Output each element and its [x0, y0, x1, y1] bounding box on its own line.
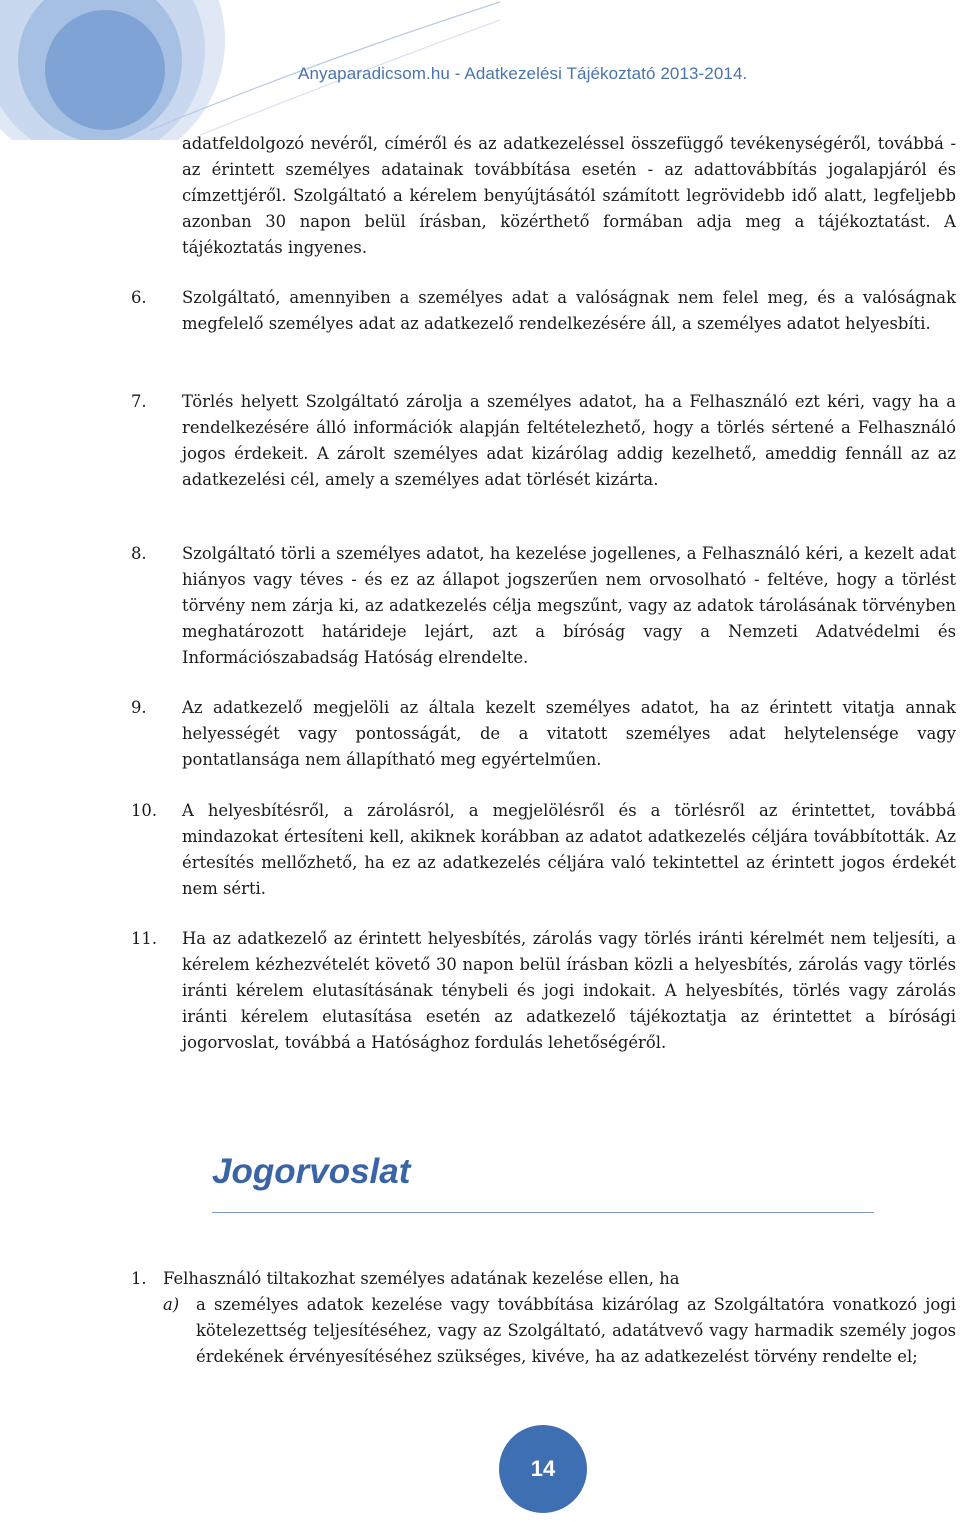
section-heading: Jogorvoslat [212, 1152, 411, 1191]
section-item-number: 1. [131, 1269, 147, 1288]
section-item-text: Felhasználó tiltakozhat személyes adatának kezelése ellen, ha [163, 1269, 680, 1288]
sub-item-text: a személyes adatok kezelése vagy továbbítása kizárólag az Szolgáltatóra vonatkozó jogi kötelezettség teljesítéséhez, vagy az Szolgáltató, adatátvevő vagy harmadik személy jogos érdekének érvényesítéséhez szükséges, kivéve, ha az adatkezelést törvény rendelte el; [196, 1295, 956, 1366]
page-number-badge [499, 1425, 587, 1513]
list-item-text: Törlés helyett Szolgáltató zárolja a személyes adatot, ha a Felhasználó ezt kéri, vagy ha a rendelkezésére álló információk alapján feltételezhető, hogy a törlés sértené a Felhasználó jogos érdekeit. A zárolt személyes adat kizárólag addig kezelhető, ameddig fennáll az az adatkezelési cél, amely a személyes adat törlését kizárta. [182, 392, 956, 489]
list-item-number: 7. [131, 392, 147, 411]
heading-underline [212, 1212, 874, 1213]
document-header: Anyaparadicsom.hu - Adatkezelési Tájékoztató 2013-2014. [298, 64, 748, 83]
sub-item-marker: a) [163, 1295, 180, 1314]
intro-paragraph: adatfeldolgozó nevéről, címéről és az adatkezeléssel összefüggő tevékenységéről, továbbá - az érintett személyes adatainak továbbítása esetén - az adattovábbítás jogalapjáról és címzettjéről. Szolgáltató a kérelem benyújtásától számított legrövidebb idő alatt, legfeljebb azonban 30 napon belül írásban, közérthető formában adja meg a tájékoztatást. A tájékoztatás ingyenes. [182, 134, 956, 257]
list-item-text: Szolgáltató törli a személyes adatot, ha kezelése jogellenes, a Felhasználó kéri, a kezelt adat hiányos vagy téves - és ez az állapot jogszerűen nem orvosolható - feltéve, hogy a törlést törvény nem zárja ki, az adatkezelés célja megszűnt, vagy az adatok tárolásának törvényben meghatározott határideje lejárt, azt a bíróság vagy a Nemzeti Adatvédelmi és Információszabadság Hatóság elrendelte. [182, 544, 956, 667]
list-item-number: 8. [131, 544, 147, 563]
list-item-number: 11. [131, 929, 158, 948]
list-item-text: A helyesbítésről, a zárolásról, a megjelölésről és a törlésről az érintettet, továbbá mindazokat értesíteni kell, akiknek korábban az adatot adatkezelés céljára továbbították. Az értesítés mellőzhető, ha ez az adatkezelés céljára való tekintettel az érintett jogos érdekét nem sérti. [182, 801, 956, 898]
list-item-text: Szolgáltató, amennyiben a személyes adat a valóságnak nem felel meg, és a valóságnak megfelelő személyes adat az adatkezelő rendelkezésére áll, a személyes adatot helyesbíti. [182, 288, 956, 333]
list-item-number: 9. [131, 698, 147, 717]
list-item-text: Az adatkezelő megjelöli az általa kezelt személyes adatot, ha az érintett vitatja annak helyességét vagy pontosságát, de a vitatott személyes adat helytelensége vagy pontatlansága nem állapítható meg egyértelműen. [182, 698, 956, 769]
page-number: 14 [530, 1456, 556, 1481]
list-item-number: 6. [131, 288, 147, 307]
list-item-number: 10. [131, 801, 158, 820]
list-item-text: Ha az adatkezelő az érintett helyesbítés, zárolás vagy törlés iránti kérelmét nem teljesíti, a kérelem kézhezvételét követő 30 napon belül írásban közli a helyesbítés, zárolás vagy törlés iránti kérelem elutasításának ténybeli és jogi indokait. A helyesbítés, törlés vagy zárolás iránti kérelem elutasítása esetén az adatkezelő tájékoztatja az érintettet a bírósági jogorvoslat, továbbá a Hatósághoz fordulás lehetőségéről. [182, 929, 956, 1052]
